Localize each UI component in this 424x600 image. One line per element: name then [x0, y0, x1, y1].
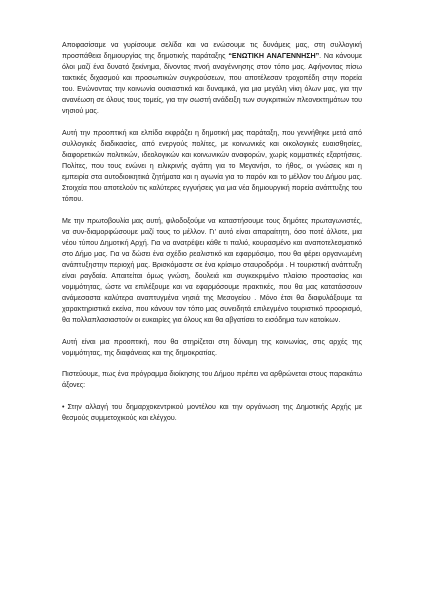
paragraph-intro	[62, 40, 362, 117]
party-name: “ΕΝΩΤΙΚΗ ΑΝΑΓΕΝΝΗΣΗ”	[228, 52, 320, 61]
paragraph-initiative: Με την πρωτοβουλία μας αυτή, φιλοδοξούμε να καταστήσουμε τους δημότες πρωταγωνιστές, να συν-διαμορφώσουμε μαζί τους το μέλλον. Γι’ αυτό είναι απαραίτητη, όσο ποτέ άλλοτε, μια νέου τύπου Δημοτική Αρχή. Για να ανατρέψει κάθε τι παλιό, κουρασμένο και αναποτελεσματικό στο Δήμο μας. Για να δώσει ένα σχέδιο ρεαλιστικό και εφαρμόσιμο, που θα φέρει οργανωμένη ανάπτυξηστην περιοχή μας. Βρισκόμαστε σε ένα κρίσιμο σταυροδρόμι . Η τουριστική ανάπτυξη είναι ραγδαία. Απαιτείται όμως γνώση, δουλειά και συγκεκριμένο πλαίσιο προστασίας και νομιμότητας, ώστε να επιλέξουμε και να εφαρμόσουμε πρακτικές, που θα μας κατατάσσουν ανάμεσαστα καλύτερα αναπτυγμένα νησιά της Μεσογείου . Μόνο έτσι θα διαφυλάξουμε τα χαρακτηριστικά εκείνα, που κάνουν τον τόπο μας συνειδητά επιλεγμένο τουριστικό προορισμό, θα πολλαπλασιαστούν οι ευκαιρίες για όλους και θα αβγατίσει το εισόδημα των κατοίκων.	[62, 216, 362, 325]
paragraph-axes-intro: Πιστεύουμε, πως ένα πρόγραμμα διοίκησης του Δήμου πρέπει να αρθρώνεται στους παρακάτω άξονες:	[62, 370, 362, 390]
paragraph-intro-text-end: . Να κάνουμε όλοι μαζί ένα δυνατό ξεκίνημα, δίνοντας πνοή αναγέννησης στον τόπο μας. Αφήνοντας πίσω τακτικές διχασμού και προσωπικών συγκρούσεων, που αποτέλεσαν τροχοπέδη στην πορεία του. Ενώνοντας την κοινωνία ουσιαστικά και δυναμικά, για μια μεγάλη νίκη όλων μας, για την ανανέωση σε όλους τους τομείς, για την σωστή ανάδειξη των συγκριτικών πλεονεκτημάτων του νησιού μας.	[62, 52, 362, 116]
bullet-item-text: Στην αλλαγή του δημαρχοκεντρικού μοντέλου και την οργάνωση της Δημοτικής Αρχής με θεσμούς συμμετοχικούς και ελέγχου.	[62, 402, 362, 422]
paragraph-perspective: Αυτή την προοπτική και ελπίδα εκφράζει η δημοτική μας παράταξη, που γεννήθηκε μετά από συλλογικές διαδικασίες, από ενεργούς πολίτες, με κοινωνικές και οικολογικές ευαισθησίες, διαφορετικών πολιτικών, ιδεολογικών και κοινωνικών αναφορών, χωρίς κομματικές εξαρτήσεις. Πολίτες, που τους ενώνει η ειλικρινής αγάπη για το Μεγανήσι, το ήθος, οι γνώσεις και η εμπειρία στα αυτοδιοικητικά ζητήματα και η αγωνία για το παρόν και το μέλλον του Δήμου μας. Στοιχεία που αποτελούν τις καλύτερες εγγυήσεις για μια νέα δημιουργική πορεία ανάπτυξης του τόπου.	[62, 128, 362, 204]
bullet-icon: •	[62, 402, 65, 411]
paragraph-prospect: Αυτή είναι μια προοπτική, που θα στηρίζεται στη δύναμη της κοινωνίας, στις αρχές της νομιμότητας, της διαφάνειας και της δημοκρατίας.	[62, 337, 362, 357]
bullet-item	[62, 402, 362, 424]
paragraph-intro-text-start: Αποφασίσαμε να γυρίσουμε σελίδα και να ενώσουμε τις δυνάμεις μας, στη συλλογική προσπάθεια δημιουργίας της δημοτικής παράταξης	[62, 41, 362, 61]
